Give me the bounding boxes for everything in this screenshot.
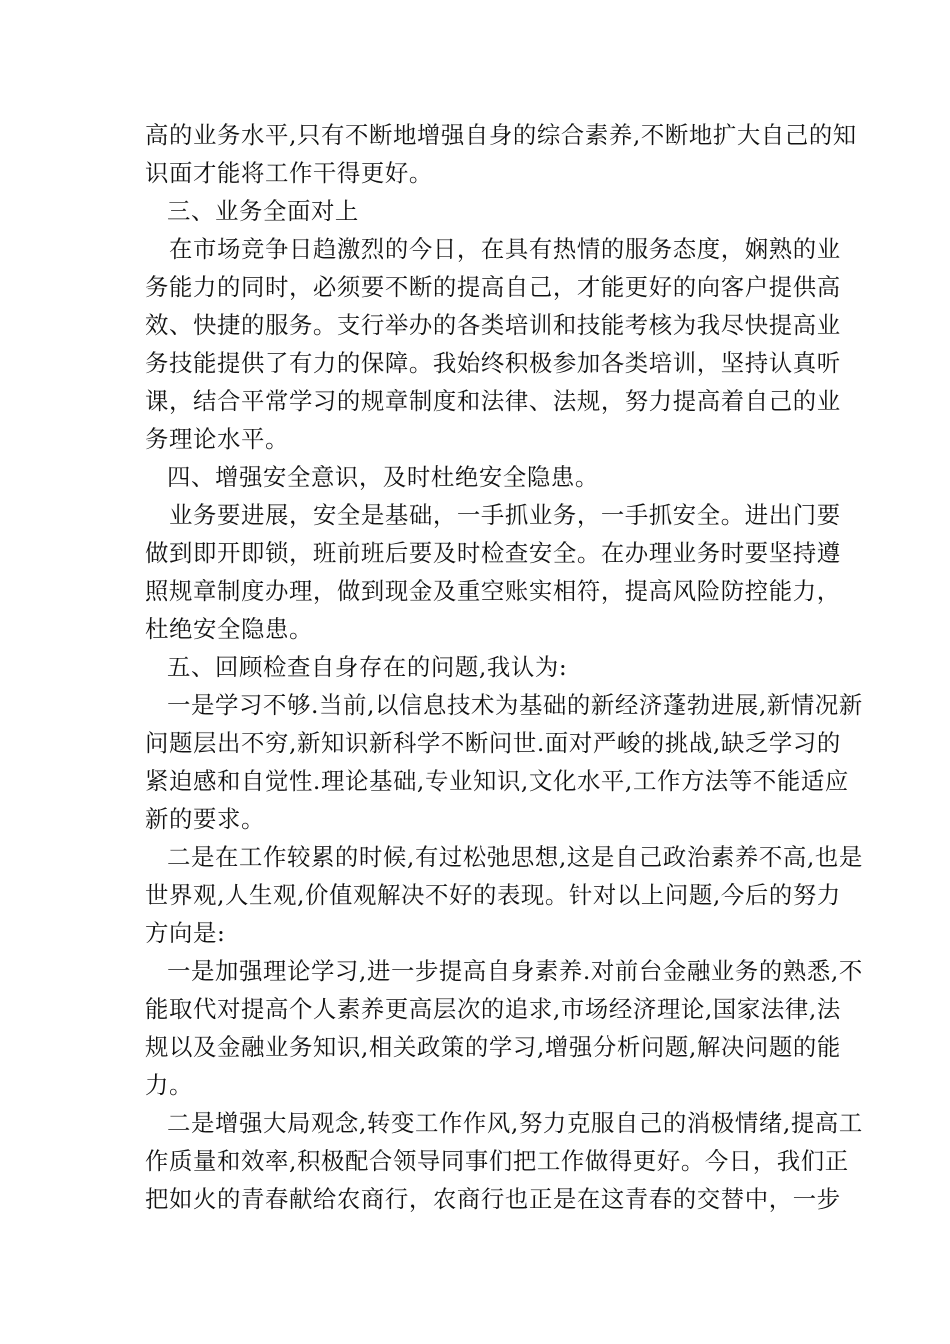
text-line: 世界观,人生观,价值观解决不好的表现。针对以上问题,今后的努力 [145, 881, 841, 909]
text-line: 新的要求。 [145, 805, 265, 833]
text-line: 能取代对提高个人素养更高层次的追求,市场经济理论,国家法律,法 [145, 995, 841, 1023]
text-line: 方向是: [145, 919, 226, 947]
text-line: 紧迫感和自觉性.理论基础,专业知识,文化水平,工作方法等不能适应 [145, 767, 849, 795]
text-line: 效、快捷的服务。支行举办的各类培训和技能考核为我尽快提高业 [145, 311, 841, 339]
text-line: 课，结合平常学习的规章制度和法律、法规，努力提高着自己的业 [145, 387, 841, 415]
text-line: 识面才能将工作干得更好。 [145, 159, 433, 187]
text-line: 三、业务全面对上 [167, 197, 359, 225]
text-line: 四、增强安全意识，及时杜绝安全隐患。 [167, 463, 599, 491]
text-line: 务能力的同时，必须要不断的提高自己，才能更好的向客户提供高 [145, 273, 841, 301]
text-line: 问题层出不穷,新知识新科学不断问世.面对严峻的挑战,缺乏学习的 [145, 729, 841, 757]
text-line: 杜绝安全隐患。 [145, 615, 313, 643]
text-line: 把如火的青春献给农商行，农商行也正是在这青春的交替中，一步 [145, 1185, 841, 1213]
text-line: 二是在工作较累的时候,有过松弛思想,这是自己政治素养不高,也是 [167, 843, 863, 871]
text-line: 规以及金融业务知识,相关政策的学习,增强分析问题,解决问题的能 [145, 1033, 841, 1061]
text-line: 务理论水平。 [145, 425, 289, 453]
text-line: 二是增强大局观念,转变工作作风,努力克服自己的消极情绪,提高工 [167, 1109, 863, 1137]
document-body [145, 116, 863, 1218]
text-line: 做到即开即锁，班前班后要及时检查安全。在办理业务时要坚持遵 [145, 539, 841, 567]
text-line: 业务要进展，安全是基础，一手抓业务，一手抓安全。进出门要 [169, 501, 841, 529]
text-line: 在市场竞争日趋激烈的今日，在具有热情的服务态度，娴熟的业 [169, 235, 841, 263]
text-line: 一是学习不够.当前,以信息技术为基础的新经济蓬勃进展,新情况新 [167, 691, 863, 719]
text-line: 作质量和效率,积极配合领导同事们把工作做得更好。今日，我们正 [145, 1147, 849, 1175]
text-line: 高的业务水平,只有不断地增强自身的综合素养,不断地扩大自己的知 [145, 121, 857, 149]
text-line: 务技能提供了有力的保障。我始终积极参加各类培训，坚持认真听 [145, 349, 841, 377]
text-line: 照规章制度办理，做到现金及重空账实相符，提高风险防控能力， [145, 577, 841, 605]
text-line: 力。 [145, 1071, 193, 1099]
text-line: 五、回顾检查自身存在的问题,我认为: [167, 653, 568, 681]
text-line: 一是加强理论学习,进一步提高自身素养.对前台金融业务的熟悉,不 [167, 957, 863, 985]
